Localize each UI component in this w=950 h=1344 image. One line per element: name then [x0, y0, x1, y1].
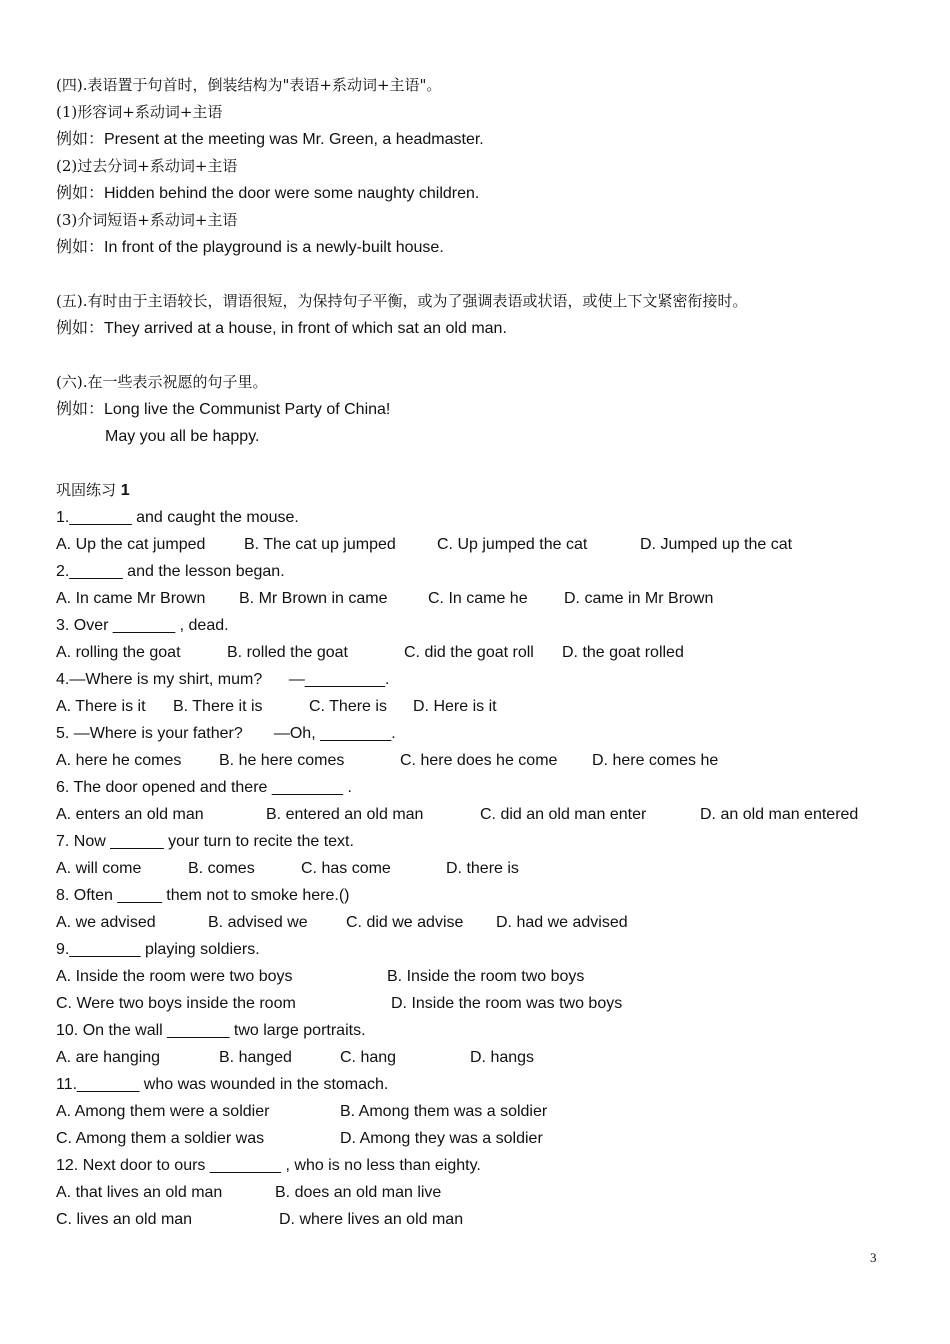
option-c: C. did an old man enter [480, 806, 647, 823]
section-4-example-2: 例如：Hidden behind the door were some naughty children. [56, 185, 480, 202]
question-stem: 12. Next door to ours ________ , who is no less than eighty. [56, 1157, 481, 1174]
question-stem: 5. —Where is your father? —Oh, ________. [56, 725, 396, 742]
section-4-example-1: 例如：Present at the meeting was Mr. Green, a headmaster. [56, 131, 484, 148]
question-stem: 8. Often _____ them not to smoke here.() [56, 887, 350, 904]
question-options [0, 801, 950, 828]
section-4-heading: (四).表语置于句首时，倒装结构为"表语+系动词+主语"。 [56, 76, 442, 94]
option-b: B. Mr Brown in came [239, 590, 388, 607]
exercise-title-prefix: 巩固练习 [56, 481, 121, 499]
option-d: D. there is [446, 860, 519, 877]
option-d: D. Among they was a soldier [340, 1130, 543, 1147]
option-c: C. did we advise [346, 914, 464, 931]
option-c: C. There is [309, 698, 387, 715]
page-number: 3 [870, 1250, 877, 1265]
option-a: A. we advised [56, 914, 156, 931]
option-b: B. does an old man live [275, 1184, 442, 1201]
question-options [0, 855, 950, 882]
option-c: C. Up jumped the cat [437, 536, 588, 553]
question-options [0, 531, 950, 558]
question-stem: 10. On the wall _______ two large portraits. [56, 1022, 366, 1039]
section-6-heading: (六).在一些表示祝愿的句子里。 [56, 373, 268, 391]
option-c: C. Were two boys inside the room [56, 995, 296, 1012]
option-b: B. Among them was a soldier [340, 1103, 548, 1120]
option-c: C. lives an old man [56, 1211, 193, 1228]
option-a: A. will come [56, 860, 142, 877]
option-b: B. advised we [208, 914, 308, 931]
section-4-example-3: 例如：In front of the playground is a newly-built house. [56, 239, 444, 256]
option-d: D. where lives an old man [279, 1211, 464, 1228]
option-c: C. did the goat roll [404, 644, 534, 661]
option-b: B. The cat up jumped [244, 536, 396, 553]
option-a: A. In came Mr Brown [56, 590, 206, 607]
option-d: D. had we advised [496, 914, 628, 931]
option-c: C. hang [340, 1049, 397, 1066]
question-stem: 4.—Where is my shirt, mum? —_________. [56, 671, 390, 688]
option-d: D. came in Mr Brown [564, 590, 714, 607]
option-c: C. here does he come [400, 752, 558, 769]
question-options [0, 963, 950, 990]
question-options [0, 909, 950, 936]
option-b: B. There it is [173, 698, 263, 715]
option-d: D. an old man entered [700, 806, 859, 823]
option-d: D. the goat rolled [562, 644, 684, 661]
section-4-sub-1: (1)形容词+系动词+主语 [56, 103, 223, 121]
question-stem: 11._______ who was wounded in the stomach. [56, 1076, 389, 1093]
option-a: A. enters an old man [56, 806, 204, 823]
option-a: A. are hanging [56, 1049, 161, 1066]
section-6-example-1: 例如：Long live the Communist Party of China! [56, 401, 391, 418]
question-options [0, 639, 950, 666]
option-b: B. hanged [219, 1049, 292, 1066]
option-d: D. Jumped up the cat [640, 536, 793, 553]
option-a: A. rolling the goat [56, 644, 181, 661]
option-c: C. Among them a soldier was [56, 1130, 265, 1147]
option-a: A. Up the cat jumped [56, 536, 206, 553]
option-a: A. Among them were a soldier [56, 1103, 270, 1120]
option-a: A. that lives an old man [56, 1184, 223, 1201]
question-options [0, 1125, 950, 1152]
question-stem: 3. Over _______ , dead. [56, 617, 229, 634]
question-options [0, 585, 950, 612]
question-options [0, 747, 950, 774]
question-options [0, 1206, 950, 1233]
exercise-title [56, 477, 130, 504]
option-d: D. Here is it [413, 698, 497, 715]
option-c: C. In came he [428, 590, 528, 607]
question-stem: 7. Now ______ your turn to recite the text. [56, 833, 354, 850]
question-options [0, 1098, 950, 1125]
question-stem: 6. The door opened and there ________ . [56, 779, 352, 796]
question-stem: 2.______ and the lesson began. [56, 563, 285, 580]
option-b: B. he here comes [219, 752, 345, 769]
option-d: D. here comes he [592, 752, 719, 769]
section-6-example-2: May you all be happy. [105, 428, 260, 445]
option-d: D. Inside the room was two boys [391, 995, 623, 1012]
option-b: B. rolled the goat [227, 644, 348, 661]
question-stem: 1._______ and caught the mouse. [56, 509, 299, 526]
option-b: B. Inside the room two boys [387, 968, 585, 985]
section-5-heading: (五).有时由于主语较长，谓语很短，为保持句子平衡，或为了强调表语或状语，或使上下文紧密衔接时。 [56, 292, 748, 310]
option-b: B. entered an old man [266, 806, 424, 823]
question-options [0, 693, 950, 720]
exercise-title-number: 1 [120, 482, 130, 499]
option-c: C. has come [301, 860, 391, 877]
question-options [0, 1044, 950, 1071]
question-stem: 9.________ playing soldiers. [56, 941, 260, 958]
section-4-sub-2: (2)过去分词+系动词+主语 [56, 157, 238, 175]
option-a: A. Inside the room were two boys [56, 968, 293, 985]
option-b: B. comes [188, 860, 255, 877]
option-a: A. There is it [56, 698, 146, 715]
question-options [0, 1179, 950, 1206]
section-4-sub-3: (3)介词短语+系动词+主语 [56, 211, 238, 229]
section-5-example: 例如：They arrived at a house, in front of which sat an old man. [56, 320, 507, 337]
option-d: D. hangs [470, 1049, 535, 1066]
question-options [0, 990, 950, 1017]
option-a: A. here he comes [56, 752, 182, 769]
